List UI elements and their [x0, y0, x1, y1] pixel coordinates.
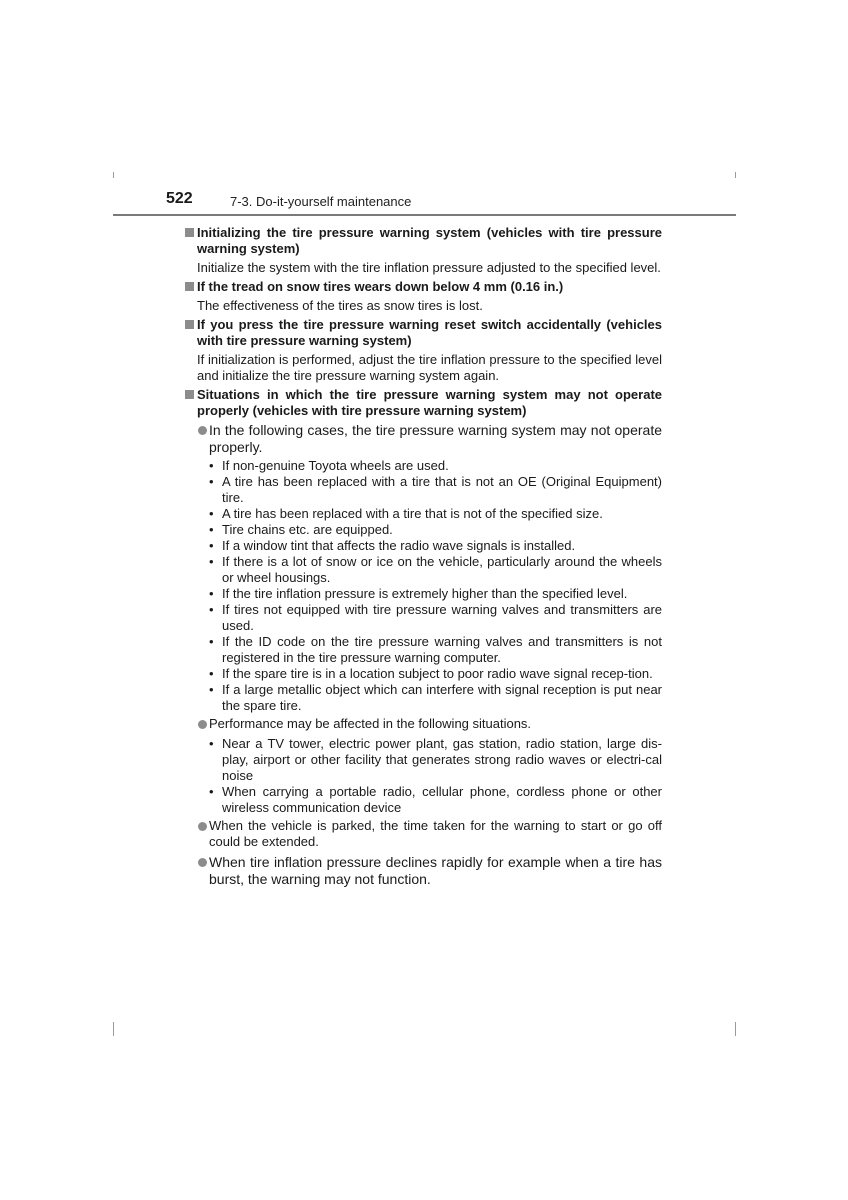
bullet-item: [209, 602, 662, 634]
gray-square-icon: [185, 390, 194, 399]
section-body: If initialization is performed, adjust the tire inflation pressure to the specified level and initialize the tire pressure warning system again.: [197, 352, 662, 383]
bullet-glyph: •: [209, 682, 214, 697]
bullet-item: [209, 554, 662, 586]
bullet-glyph: •: [209, 736, 214, 751]
bullet-item: [209, 736, 662, 784]
bullet-glyph: •: [209, 458, 214, 473]
section-heading-text: If the tread on snow tires wears down below 4 mm (0.16 in.): [197, 279, 564, 294]
bullet-glyph: •: [209, 784, 214, 799]
bullet-item: [209, 784, 662, 816]
bullet-item: [209, 586, 662, 602]
chapter-title: 7-3. Do-it-yourself maintenance: [230, 194, 412, 209]
bullet-list: [209, 458, 662, 714]
bullet-text: Tire chains etc. are equipped.: [222, 522, 393, 537]
bullet-glyph: •: [209, 522, 214, 537]
bullet-item: [209, 634, 662, 666]
section-heading-text: Situations in which the tire pressure warning system may not operate properly (vehicles with tire pressure warning system): [197, 387, 662, 418]
bullet-text: A tire has been replaced with a tire that is not an OE (Original Equipment) tire.: [222, 474, 662, 505]
list-item: [185, 818, 662, 850]
section-snow-tires: [185, 279, 662, 314]
bullet-text: If the tire inflation pressure is extremely higher than the specified level.: [222, 586, 628, 601]
list-item-text: In the following cases, the tire pressure warning system may not operate properly.: [209, 422, 662, 455]
bullet-glyph: •: [209, 538, 214, 553]
section-initializing: [185, 225, 662, 276]
page-header: [113, 188, 736, 216]
bullet-glyph: •: [209, 634, 214, 649]
section-may-not-operate: [185, 387, 662, 888]
gray-square-icon: [185, 282, 194, 291]
bullet-list: [209, 736, 662, 816]
bullet-text: If tires not equipped with tire pressure warning valves and transmitters are used.: [222, 602, 662, 633]
bullet-text: If the spare tire is in a location subject to poor radio wave signal recep-tion.: [222, 666, 653, 681]
section-heading-text: Initializing the tire pressure warning system (vehicles with tire pressure warning system): [197, 225, 662, 256]
page-number: 522: [166, 190, 193, 207]
gray-circle-icon: [198, 822, 207, 831]
bullet-glyph: •: [209, 586, 214, 601]
crop-mark-bottom-right: [735, 1022, 736, 1036]
crop-mark-top-left: [113, 172, 114, 178]
bullet-text: When carrying a portable radio, cellular phone, cordless phone or other wireless communication device: [222, 784, 662, 815]
bullet-item: [209, 538, 662, 554]
bullet-text: If non-genuine Toyota wheels are used.: [222, 458, 449, 473]
section-body: The effectiveness of the tires as snow tires is lost.: [197, 298, 483, 313]
main-content: [185, 225, 662, 891]
list-item: [185, 854, 662, 888]
bullet-glyph: •: [209, 666, 214, 681]
list-item-text: Performance may be affected in the following situations.: [209, 716, 532, 731]
section-heading: [185, 387, 662, 419]
section-heading-text: If you press the tire pressure warning reset switch accidentally (vehicles with tire pressure warning system): [197, 317, 662, 348]
bullet-item: [209, 506, 662, 522]
gray-circle-icon: [198, 426, 207, 435]
bullet-glyph: •: [209, 554, 214, 569]
bullet-item: [209, 474, 662, 506]
section-reset-switch: [185, 317, 662, 384]
gray-circle-icon: [198, 858, 207, 867]
gray-circle-icon: [198, 720, 207, 729]
bullet-item: [209, 522, 662, 538]
bullet-glyph: •: [209, 602, 214, 617]
list-item: [185, 422, 662, 714]
bullet-text: If a window tint that affects the radio wave signals is installed.: [222, 538, 576, 553]
section-heading: [185, 225, 662, 257]
crop-mark-top-right: [735, 172, 736, 178]
bullet-glyph: •: [209, 506, 214, 521]
bullet-text: A tire has been replaced with a tire that is not of the specified size.: [222, 506, 603, 521]
section-heading: [185, 279, 662, 295]
gray-square-icon: [185, 320, 194, 329]
bullet-text: If the ID code on the tire pressure warning valves and transmitters is not registered in the tire pressure warning computer.: [222, 634, 662, 665]
bullet-item: [209, 682, 662, 714]
section-heading: [185, 317, 662, 349]
list-item-text: When the vehicle is parked, the time taken for the warning to start or go off could be extended.: [209, 818, 662, 849]
header-rule: [113, 214, 736, 216]
bullet-item: [209, 666, 662, 682]
bullet-glyph: •: [209, 474, 214, 489]
bullet-text: If there is a lot of snow or ice on the vehicle, particularly around the wheels or wheel housings.: [222, 554, 662, 585]
bullet-item: [209, 458, 662, 474]
list-item: [185, 716, 662, 816]
section-body: Initialize the system with the tire inflation pressure adjusted to the specified level.: [197, 260, 661, 275]
gray-square-icon: [185, 228, 194, 237]
list-item-text: When tire inflation pressure declines rapidly for example when a tire has burst, the warning may not function.: [209, 854, 662, 887]
bullet-text: Near a TV tower, electric power plant, gas station, radio station, large dis-play, airport or other facility that generates strong radio waves or electri-cal noise: [222, 736, 662, 783]
bullet-text: If a large metallic object which can interfere with signal reception is put near the spare tire.: [222, 682, 662, 713]
crop-mark-bottom-left: [113, 1022, 114, 1036]
